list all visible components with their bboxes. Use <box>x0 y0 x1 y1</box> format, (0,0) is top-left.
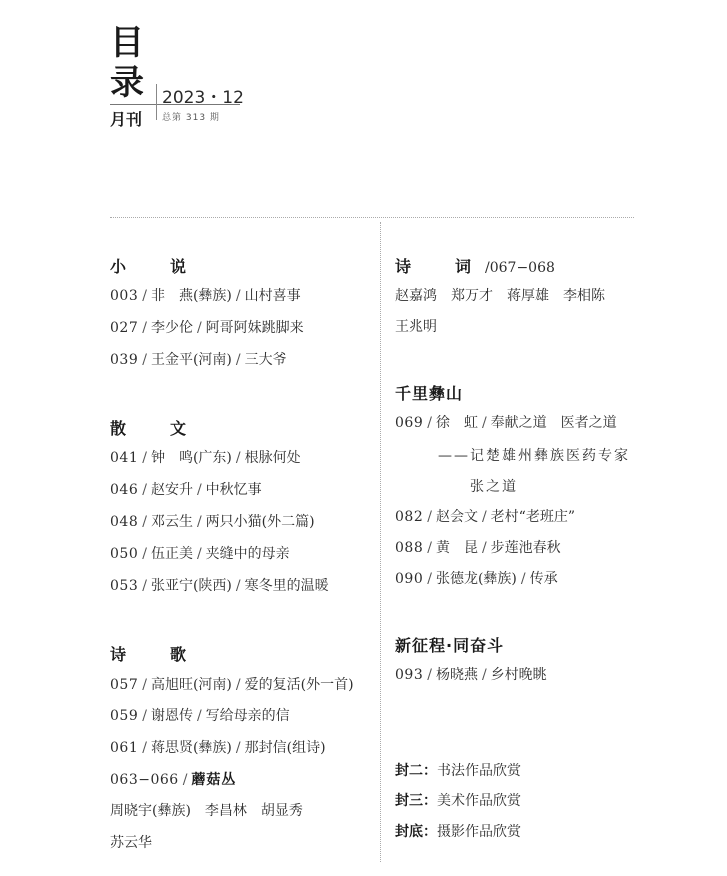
mogu-title: 蘑菇丛 <box>191 772 237 788</box>
work-title: 三大爷 <box>244 352 287 368</box>
work-subtitle-line1: ——记楚雄州彝族医药专家 <box>438 448 630 464</box>
top-dotted-rule <box>110 217 634 218</box>
header-divider <box>156 84 157 120</box>
author: 伍正美 <box>150 546 193 562</box>
work-subtitle-line2: 张之道 <box>470 479 518 495</box>
section-title-sanwen: 散 文 <box>110 419 201 438</box>
toc-entry[interactable]: 061 / 蒋思贤(彝族) / 那封信(组诗) <box>110 740 326 756</box>
mogu-authors-line2: 苏云华 <box>110 835 152 851</box>
work-title: 乡村晚眺 <box>490 667 547 683</box>
cover-label: 封三： <box>395 793 437 809</box>
cover-label: 封底： <box>395 824 437 840</box>
toc-entry[interactable]: 041 / 钟 鸣(广东) / 根脉何处 <box>110 450 301 466</box>
section-title-xiaoshuo: 小 说 <box>110 257 201 276</box>
page-range: 067−068 <box>489 260 555 276</box>
page-number: 027 <box>110 320 139 336</box>
page-number: 053 <box>110 578 139 594</box>
toc-entry[interactable]: 039 / 王金平(河南) / 三大爷 <box>110 352 287 368</box>
work-title: 爱的复活(外一首) <box>244 677 354 693</box>
work-title: 中秋忆事 <box>205 482 262 498</box>
section-title-qianli: 千里彝山 <box>395 384 464 403</box>
author: 钟 鸣(广东) <box>150 450 232 466</box>
work-title: 两只小猫(外二篇) <box>205 514 315 530</box>
shici-authors-line2: 王兆明 <box>395 319 437 335</box>
author: 赵会文 <box>435 509 478 525</box>
section-title-shici: 诗 词 <box>395 257 486 276</box>
title-char-lu: 录 <box>110 63 144 103</box>
page-number: 046 <box>110 482 139 498</box>
page-number: 093 <box>395 667 424 683</box>
cover-text: 美术作品欣赏 <box>437 793 521 809</box>
page-number: 039 <box>110 352 139 368</box>
page-number: 057 <box>110 677 139 693</box>
work-title: 根脉何处 <box>244 450 301 466</box>
toc-entry[interactable]: 090 / 张德龙(彝族) / 传承 <box>395 571 558 587</box>
toc-entry[interactable]: 003 / 非 燕(彝族) / 山村喜事 <box>110 288 301 304</box>
author: 谢恩传 <box>150 708 193 724</box>
toc-entry[interactable]: 027 / 李少伦 / 阿哥阿妹跳脚来 <box>110 320 304 336</box>
page-number: 061 <box>110 740 139 756</box>
monthly-label: 月刊 <box>110 110 143 129</box>
toc-entry-mogu[interactable]: 063−066 / 蘑菇丛 <box>110 772 237 788</box>
toc-entry-shici[interactable]: 诗 词/067−068 <box>395 257 555 276</box>
work-title: 步莲池春秋 <box>490 540 561 556</box>
work-title: 阿哥阿妹跳脚来 <box>205 320 304 336</box>
page-number: 069 <box>395 415 424 431</box>
author: 非 燕(彝族) <box>150 288 232 304</box>
toc-entry[interactable]: 048 / 邓云生 / 两只小猫(外二篇) <box>110 514 315 530</box>
work-title: 寒冬里的温暖 <box>244 578 329 594</box>
author: 邓云生 <box>150 514 193 530</box>
toc-entry[interactable]: 069 / 徐 虹 / 奉献之道 医者之道 <box>395 415 617 431</box>
work-title: 夹缝中的母亲 <box>205 546 290 562</box>
page-number: 088 <box>395 540 424 556</box>
author: 黄 昆 <box>435 540 478 556</box>
page-number: 082 <box>395 509 424 525</box>
author: 李少伦 <box>150 320 193 336</box>
toc-entry[interactable]: 053 / 张亚宁(陕西) / 寒冬里的温暖 <box>110 578 329 594</box>
author: 王金平(河南) <box>150 352 232 368</box>
work-title: 写给母亲的信 <box>205 708 290 724</box>
author: 杨晓燕 <box>435 667 478 683</box>
page-range: 063−066 <box>110 772 179 788</box>
page-number: 090 <box>395 571 424 587</box>
cover-text: 书法作品欣赏 <box>437 763 521 779</box>
shici-authors-line1: 赵嘉鸿 郑万才 蒋厚雄 李相陈 <box>395 288 605 304</box>
toc-entry[interactable]: 059 / 谢恩传 / 写给母亲的信 <box>110 708 290 724</box>
work-title: 那封信(组诗) <box>244 740 326 756</box>
cover-entry-2[interactable] <box>395 760 521 780</box>
page-number: 050 <box>110 546 139 562</box>
toc-entry[interactable]: 046 / 赵安升 / 中秋忆事 <box>110 482 262 498</box>
author: 高旭旺(河南) <box>150 677 232 693</box>
author: 徐 虹 <box>435 415 478 431</box>
author: 张亚宁(陕西) <box>150 578 232 594</box>
work-title: 老村“老班庄” <box>490 509 575 525</box>
toc-entry[interactable]: 057 / 高旭旺(河南) / 爱的复活(外一首) <box>110 677 354 693</box>
author: 赵安升 <box>150 482 193 498</box>
issue-number: 总第 313 期 <box>162 113 220 123</box>
section-title-shige: 诗 歌 <box>110 645 201 664</box>
column-dotted-divider <box>380 222 381 862</box>
toc-entry[interactable]: 093 / 杨晓燕 / 乡村晚眺 <box>395 667 547 683</box>
cover-entry-3[interactable] <box>395 790 521 810</box>
issue-date: 2023・12 <box>162 88 244 108</box>
work-title: 山村喜事 <box>244 288 301 304</box>
cover-entry-back[interactable] <box>395 821 521 841</box>
page-number: 048 <box>110 514 139 530</box>
toc-entry[interactable]: 088 / 黄 昆 / 步莲池春秋 <box>395 540 561 556</box>
page-number: 041 <box>110 450 139 466</box>
section-title-xinzheng: 新征程·同奋斗 <box>395 636 505 655</box>
cover-label: 封二： <box>395 763 437 779</box>
page-number: 003 <box>110 288 139 304</box>
author: 张德龙(彝族) <box>435 571 517 587</box>
page-number: 059 <box>110 708 139 724</box>
toc-entry[interactable]: 082 / 赵会文 / 老村“老班庄” <box>395 509 575 525</box>
cover-text: 摄影作品欣赏 <box>437 824 521 840</box>
mogu-authors-line1: 周晓宇(彝族) 李昌林 胡显秀 <box>110 803 303 819</box>
author: 蒋思贤(彝族) <box>150 740 232 756</box>
work-title: 传承 <box>529 571 558 587</box>
toc-entry[interactable]: 050 / 伍正美 / 夹缝中的母亲 <box>110 546 290 562</box>
title-char-mu: 目 <box>110 23 144 63</box>
work-title: 奉献之道 医者之道 <box>490 415 617 431</box>
